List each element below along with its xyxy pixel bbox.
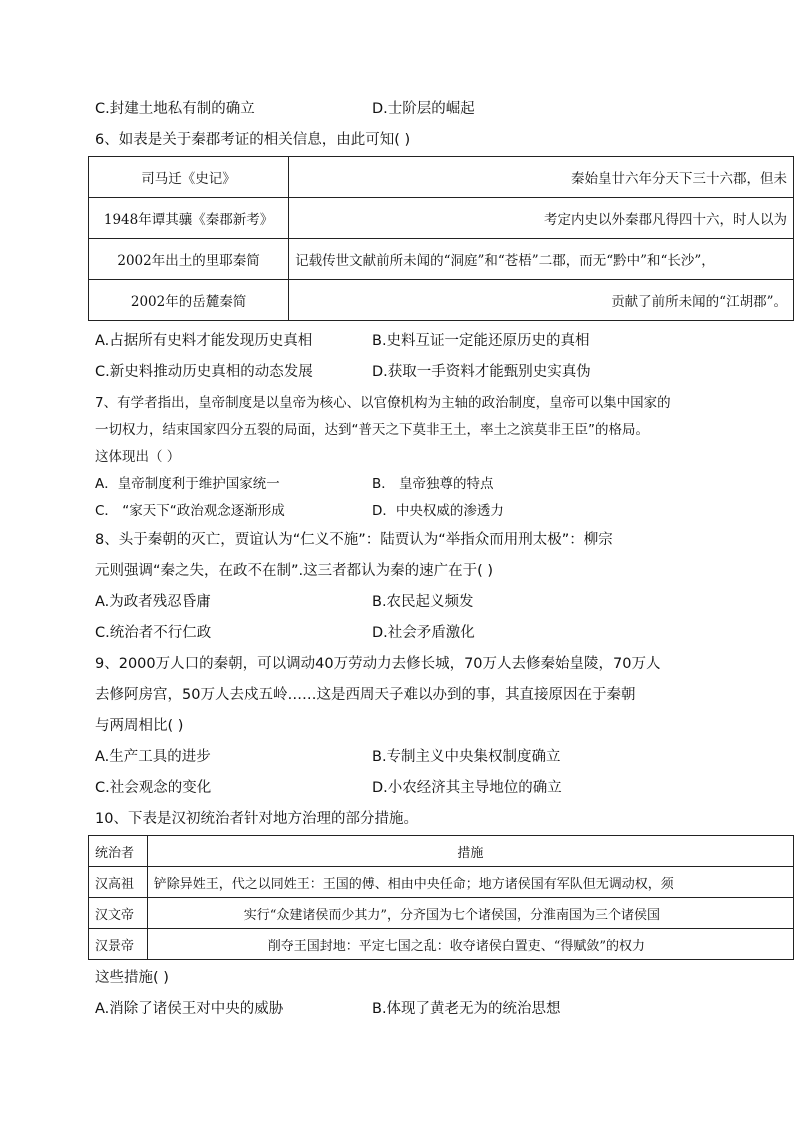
table-row	[89, 198, 794, 239]
q9-option-d: D.小农经济其主导地位的确立	[372, 780, 562, 796]
q6-stem: 6、如表是关于秦郡考证的相关信息，由此可知( )	[95, 132, 411, 148]
q8-line-1: 8、头于秦朝的灭亡，贾谊认为“仁义不施”：陆贾认为“举指众而用刑太极”：柳宗	[95, 532, 613, 548]
q7-line-2: 一切权力，结束国家四分五裂的局面，达到“普天之下莫非王土，率土之滨莫非王臣”的格局。	[95, 422, 649, 438]
q9-option-b: B.专制主义中央集权制度确立	[372, 749, 561, 765]
q10-option-b: B.体现了黄老无为的统治思想	[372, 1001, 561, 1017]
q7-option-c: C． “家天下“政治观念逐渐形成	[95, 503, 285, 519]
q8-option-a: A.为政者残忍昏庸	[95, 594, 211, 610]
q10-ruler: 汉景帝	[89, 929, 148, 960]
q10-after: 这些措施( )	[95, 970, 169, 986]
q6-source: 2002年出土的里耶秦简	[89, 239, 289, 280]
q6-content: 秦始皇廿六年分天下三十六郡，但未	[289, 157, 794, 198]
q6-option-b: B.史料互证一定能还原历史的真相	[372, 333, 590, 349]
q10-measure: 铲除异姓王，代之以同姓王：王国的傅、相由中央任命；地方诸侯国有军队但无调动权，须	[147, 867, 793, 898]
table-row	[89, 898, 794, 929]
q10-stem: 10、下表是汉初统治者针对地方治理的部分措施。	[95, 811, 418, 827]
q9-line-3: 与两周相比( )	[95, 718, 184, 734]
q10-ruler: 汉文帝	[89, 898, 148, 929]
q10-option-a: A.消除了诸侯王对中央的威胁	[95, 1001, 284, 1017]
q9-line-2: 去修阿房宫，50万人去戍五岭……这是西周天子难以办到的事，其直接原因在于秦朝	[95, 687, 636, 703]
q7-option-b: B． 皇帝独尊的特点	[372, 476, 494, 492]
q8-option-b: B.农民起义频发	[372, 594, 474, 610]
q9-option-c: C.社会观念的变化	[95, 780, 212, 796]
q6-source: 司马迁《史记》	[89, 157, 289, 198]
q9-option-a: A.生产工具的进步	[95, 749, 211, 765]
table-row	[89, 157, 794, 198]
q6-content: 记载传世文献前所未闻的“洞庭”和“苍梧”二郡，而无“黔中”和“长沙”，	[289, 239, 794, 280]
q6-source: 2002年的岳麓秦简	[89, 280, 289, 321]
q8-option-d: D.社会矛盾激化	[372, 625, 475, 641]
table-row	[89, 929, 794, 960]
q10-measure: 削夺王国封地：平定七国之乱：收夺诸侯白置吏、“得赋敛”的权力	[147, 929, 793, 960]
q10-measure: 实行“众建诸侯而少其力”，分齐国为七个诸侯国，分淮南国为三个诸侯国	[147, 898, 793, 929]
table-row	[89, 836, 794, 867]
q7-line-3: 这体现出（ ）	[95, 449, 181, 465]
q10-header-ruler: 统治者	[89, 836, 148, 867]
q7-option-d: D．中央权威的渗透力	[372, 503, 504, 519]
table-row	[89, 239, 794, 280]
q6-table	[88, 156, 794, 321]
q6-option-c: C.新史料推动历史真相的动态发展	[95, 364, 313, 380]
q6-content: 考定内史以外秦郡凡得四十六，时人以为	[289, 198, 794, 239]
table-row	[89, 280, 794, 321]
q8-line-2: 元则强调“秦之失，在政不在制”.这三者都认为秦的速广在于( )	[95, 563, 494, 579]
q6-option-a: A.占据所有史料才能发现历史真相	[95, 333, 313, 349]
q5-option-d: D.士阶层的崛起	[372, 101, 475, 117]
q6-source: 1948年谭其骧《秦郡新考》	[89, 198, 289, 239]
q6-content: 贡献了前所未闻的“江胡郡”。	[289, 280, 794, 321]
q10-ruler: 汉高祖	[89, 867, 148, 898]
table-row	[89, 867, 794, 898]
q7-option-a: A．皇帝制度利于维护国家统一	[95, 476, 280, 492]
q9-line-1: 9、2000万人口的秦朝，可以调动40万劳动力去修长城，70万人去修秦始皇陵，70万人	[95, 656, 661, 672]
q7-line-1: 7、有学者指出，皇帝制度是以皇帝为核心、以官僚机构为主轴的政治制度，皇帝可以集中国家的	[95, 395, 671, 411]
q8-option-c: C.统治者不行仁政	[95, 625, 212, 641]
q10-header-measure: 措施	[147, 836, 793, 867]
q6-option-d: D.获取一手资料才能甄别史实真伪	[372, 364, 591, 380]
q5-option-c: C.封建土地私有制的确立	[95, 101, 255, 117]
q10-table	[88, 835, 794, 960]
